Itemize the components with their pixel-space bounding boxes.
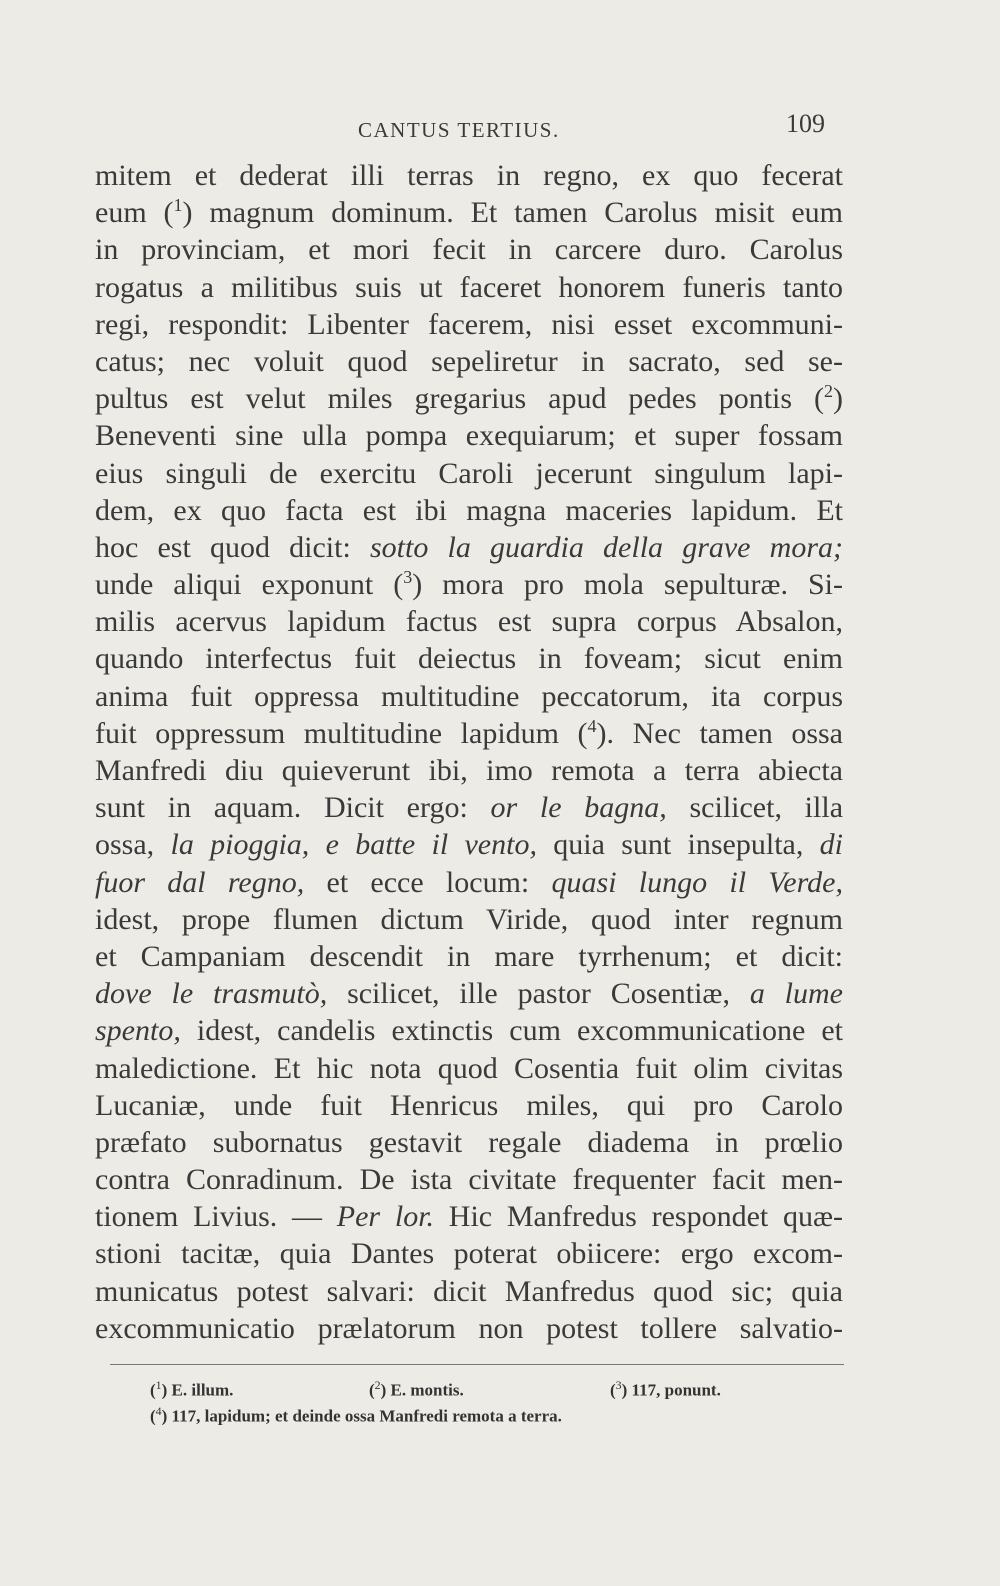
text-segment: ) magnum dominum. Et tamen Carolus misit eum — [182, 196, 844, 230]
text-segment: milis acervus lapidum factus est supra corpus Absalon, — [95, 605, 843, 639]
italic-quote: la pioggia, e batte il vento, — [170, 828, 537, 862]
text-line — [95, 975, 843, 1012]
footnote-1-mark: 1 — [155, 1378, 162, 1392]
footnote-2: ($^2$) E. montis. — [369, 1378, 464, 1400]
text-segment: et Campaniam descendit in mare tyrrhenum; et dicit: — [95, 939, 843, 973]
text-segment: dem, ex quo facta est ibi magna maceries lapidum. Et — [95, 493, 843, 527]
text-line — [95, 938, 843, 975]
text-line — [95, 417, 843, 454]
text-segment: ). Nec tamen ossa — [596, 716, 843, 750]
text-line — [95, 529, 843, 566]
page-number: 109 — [786, 109, 825, 138]
text-segment: quia sunt insepulta, — [536, 828, 820, 862]
text-line — [95, 380, 843, 417]
text-line — [95, 789, 843, 826]
text-line — [95, 1310, 843, 1347]
text-line — [95, 492, 843, 529]
text-segment: pultus est velut miles gregarius apud pedes pontis ( — [95, 382, 824, 416]
text-segment: mitem et dederat illi terras in regno, ex quo fecerat — [95, 159, 843, 192]
text-line — [95, 1087, 843, 1124]
footnote-reference: 1 — [173, 195, 183, 216]
text-segment: et ecce locum: — [304, 865, 552, 899]
text-segment: hoc est quod dicit: — [95, 530, 370, 564]
text-line — [95, 864, 843, 901]
text-segment: contra Conradinum. De ista civitate frequenter facit men- — [95, 1163, 843, 1197]
text-line — [95, 640, 843, 677]
text-segment: idest, prope flumen dictum Viride, quod inter regnum — [95, 902, 843, 936]
text-segment: ossa, — [95, 828, 171, 862]
text-line — [95, 306, 843, 343]
text-segment: regi, respondit: Libenter facerem, nisi esset excommuni- — [95, 307, 843, 341]
text-line — [95, 826, 843, 863]
text-line — [95, 1124, 843, 1161]
text-segment: stioni tacitæ, quia Dantes poterat obiicere: ergo excom- — [95, 1237, 843, 1271]
footnote-3-mark: 3 — [615, 1378, 622, 1392]
footnote-4-mark: 4 — [155, 1404, 162, 1418]
text-segment: ) mora pro mola sepulturæ. Si- — [412, 568, 844, 602]
text-line — [95, 715, 843, 752]
text-line — [95, 269, 843, 306]
italic-quote: dove le trasmutò, — [95, 977, 328, 1011]
footnote-2-text: E. montis. — [390, 1380, 464, 1400]
text-segment: idest, candelis extinctis cum excommunicatione et — [180, 1014, 843, 1048]
text-line — [95, 1235, 843, 1272]
text-segment: Hic Manfredus respondet quæ- — [434, 1200, 843, 1234]
italic-quote: a lume — [749, 977, 843, 1011]
text-line — [95, 678, 843, 715]
text-segment: maledictione. Et hic nota quod Cosentia fuit olim civitas — [95, 1051, 843, 1085]
footnote-3-text: 117, ponunt. — [631, 1380, 721, 1400]
italic-quote: or le bagna, — [490, 791, 667, 825]
text-segment: anima fuit oppressa multitudine peccatorum, ita corpus — [95, 679, 843, 713]
text-segment: eum ( — [95, 196, 174, 230]
footnote-rule — [110, 1364, 844, 1365]
footnote-1-text: E. illum. — [171, 1380, 234, 1400]
text-segment: unde aliqui exponunt ( — [95, 568, 404, 602]
text-segment: scilicet, ille pastor Cosentiæ, — [327, 977, 750, 1011]
italic-quote: sotto la guardia della grave mora; — [369, 530, 843, 564]
footnote-1: ($^1$) E. illum. — [150, 1378, 234, 1400]
italic-quote: Per lor. — [336, 1200, 435, 1234]
text-segment: Lucaniæ, unde fuit Henricus miles, qui pro Carolo — [95, 1088, 843, 1122]
text-segment: eius singuli de exercitu Caroli jecerunt singulum lapi- — [95, 456, 843, 490]
text-line — [95, 752, 843, 789]
footnote-reference: 3 — [403, 567, 413, 588]
text-line — [95, 901, 843, 938]
text-segment: in provinciam, et mori fecit in carcere duro. Carolus — [95, 233, 843, 267]
text-line — [95, 1273, 843, 1310]
text-line — [95, 1050, 843, 1087]
footnote-2-mark: 2 — [374, 1378, 381, 1392]
italic-quote: spento, — [95, 1014, 181, 1048]
text-segment: Beneventi sine ulla pompa exequiarum; et super fossam — [95, 419, 843, 453]
footnotes-row — [0, 1378, 1000, 1402]
text-segment: præfato subornatus gestavit regale diadema in prœlio — [95, 1125, 843, 1159]
text-line — [95, 566, 843, 603]
text-line — [95, 455, 843, 492]
footnote-3: ($^3$) 117, ponunt. — [610, 1378, 721, 1400]
running-head: CANTUS TERTIUS. — [358, 118, 560, 142]
body-text — [95, 157, 843, 1347]
text-line — [95, 603, 843, 640]
footnote-4: ($^4$) 117, lapidum; et deinde ossa Manfredi remota a terra. — [150, 1404, 562, 1426]
footnote-reference: 4 — [587, 715, 597, 736]
text-line — [95, 157, 843, 194]
text-segment: scilicet, illa — [666, 791, 844, 825]
text-line — [95, 1012, 843, 1049]
text-segment: quando interfectus fuit deiectus in foveam; sicut enim — [95, 642, 843, 676]
text-segment: ) — [833, 382, 843, 416]
text-line — [95, 1198, 843, 1235]
text-segment: municatus potest salvari: dicit Manfredus quod sic; quia — [95, 1274, 843, 1308]
text-segment: catus; nec voluit quod sepeliretur in sacrato, sed se- — [95, 344, 843, 378]
text-line — [95, 231, 843, 268]
italic-quote: quasi lungo il Verde, — [551, 865, 843, 899]
text-segment: tionem Livius. — — [95, 1200, 337, 1234]
footnote-reference: 2 — [824, 381, 833, 402]
text-segment: rogatus a militibus suis ut faceret honorem funeris tanto — [95, 270, 843, 304]
text-line — [95, 343, 843, 380]
text-segment: sunt in aquam. Dicit ergo: — [95, 791, 491, 825]
text-line — [95, 1161, 843, 1198]
text-line — [95, 194, 843, 231]
text-segment: excommunicatio prælatorum non potest tollere salvatio- — [95, 1311, 843, 1345]
text-segment: fuit oppressum multitudine lapidum ( — [95, 716, 588, 750]
text-segment: Manfredi diu quieverunt ibi, imo remota a terra abiecta — [95, 754, 843, 787]
italic-quote: di — [819, 828, 843, 862]
italic-quote: fuor dal regno, — [95, 865, 305, 899]
footnote-4-text: 117, lapidum; et deinde ossa Manfredi remota a terra. — [171, 1406, 562, 1426]
